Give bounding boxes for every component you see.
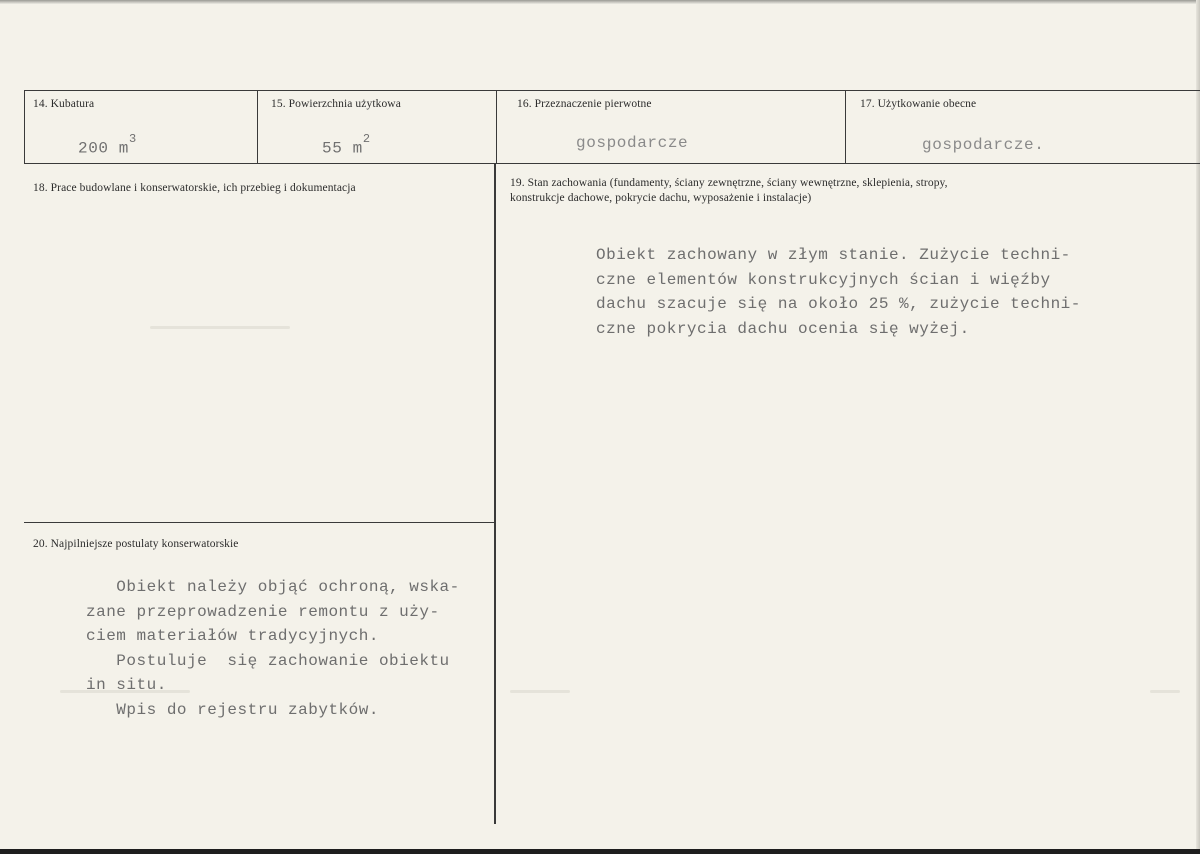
przeznaczenie-label: 16. Przeznaczenie pierwotne <box>517 98 652 110</box>
postulaty-text-line: Postuluje się zachowanie obiektu <box>86 651 450 670</box>
stan-text-line: dachu szacuje się na około 25 %, zużycie techni- <box>596 295 1081 313</box>
powierzchnia-label: 15. Powierzchnia użytkowa <box>271 98 401 110</box>
scan-smudge <box>1150 690 1180 693</box>
prace-label: 18. Prace budowlane i konserwatorskie, ich przebieg i dokumentacja <box>33 182 356 194</box>
stan-label-line1: 19. Stan zachowania (fundamenty, ściany zewnętrzne, ściany wewnętrzne, sklepienia, stropy, <box>510 177 948 189</box>
stan-text-line: czne pokrycia dachu ocenia się wyżej. <box>596 319 970 338</box>
scan-smudge <box>150 326 290 329</box>
grid-section-20-rule <box>24 522 495 523</box>
grid-center-divider <box>494 163 496 824</box>
kubatura-label: 14. Kubatura <box>33 98 95 110</box>
postulaty-text-line: ciem materiałów tradycyjnych. <box>86 627 379 645</box>
powierzchnia-exponent: 2 <box>362 132 371 146</box>
kubatura-exponent: 3 <box>129 132 137 146</box>
postulaty-text <box>86 578 460 725</box>
kubatura-number: 200 m <box>78 139 130 158</box>
postulaty-text-line: Obiekt należy objąć ochroną, wska- <box>86 578 460 596</box>
grid-divider-15-16 <box>496 90 497 164</box>
kubatura-value <box>78 132 137 158</box>
grid-row1-bottom-rule <box>24 163 1200 164</box>
powierzchnia-value <box>322 132 371 158</box>
postulaty-text-line: Wpis do rejestru zabytków. <box>86 700 379 719</box>
powierzchnia-number: 55 m <box>322 139 363 158</box>
stan-text <box>596 246 1081 344</box>
uzytkowanie-label: 17. Użytkowanie obecne <box>860 98 977 110</box>
stan-text-line: Obiekt zachowany w złym stanie. Zużycie techni- <box>596 246 1071 264</box>
scan-edge-right <box>1196 0 1200 854</box>
stan-text-line: czne elementów konstrukcyjnych ścian i więźby <box>596 270 1051 289</box>
postulaty-text-line: zane przeprowadzenie remontu z uży- <box>86 602 440 621</box>
grid-left-border <box>24 90 25 164</box>
przeznaczenie-value: gospodarcze <box>576 134 689 152</box>
postulaty-label: 20. Najpilniejsze postulaty konserwatorskie <box>33 538 239 550</box>
uzytkowanie-value: gospodarcze. <box>922 136 1045 154</box>
scan-edge-bottom <box>0 849 1200 854</box>
grid-divider-14-15 <box>257 90 258 164</box>
scan-edge-top <box>0 0 1200 4</box>
stan-label-line2: konstrukcje dachowe, pokrycie dachu, wyposażenie i instalacje) <box>510 192 812 204</box>
grid-divider-16-17 <box>845 90 846 164</box>
grid-top-rule <box>24 90 1200 91</box>
postulaty-text-line: in situ. <box>86 676 167 694</box>
scan-smudge <box>510 690 570 693</box>
